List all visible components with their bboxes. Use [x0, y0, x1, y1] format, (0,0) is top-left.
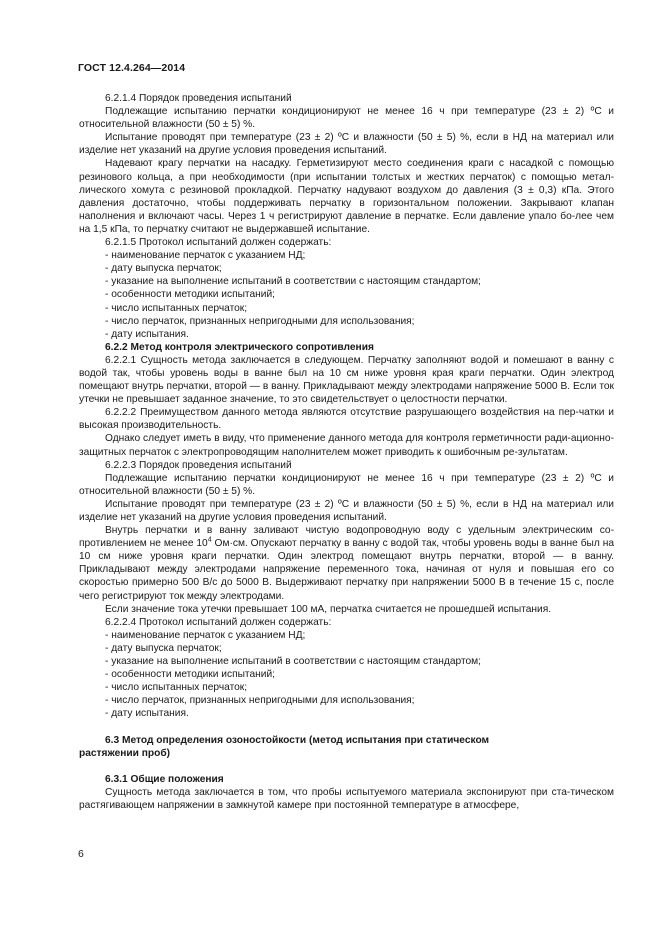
- document-body: [79, 92, 614, 812]
- paragraph-text: Ом·см. Опускают перчатку в ванну с водой так, чтобы уровень воды в ванне был на 10 см ниже уровня краги перчатки. Один электрод помещают внутрь перчатки, второй — в ванну. Прикладывают между электродами напряжение переменного тока, начиная от нуля и повышая его со скоростью примерно 500 В/с до 5000 В. Выдерживают перчатку при напряжении 5000 В в течение 15 с, после чего регистрируют ток между электродами.: [79, 538, 615, 602]
- paragraph: Испытание проводят при температуре (23 ± 2) ºС и влажности (50 ± 5) %, если в НД на материал или изделие нет указаний на другие условия проведения испытаний.: [79, 498, 614, 523]
- section-heading-line: 6.3 Метод определения озоностойкости (метод испытания при статическом: [105, 734, 490, 746]
- paragraph: Подлежащие испытанию перчатки кондиционируют не менее 16 ч при температуре (23 ± 2) ºС и относительной влажности (50 ± 5) %.: [79, 472, 614, 497]
- subsection-heading: 6.3.1 Общие положения: [105, 773, 224, 785]
- paragraph: Сущность метода заключается в том, что пробы испытуемого материала экспонируют при ста-тическом растягивающем напряжении в замкнутой камере при постоянной температуре в атмосфере,: [79, 786, 614, 811]
- paragraph: Надевают крагу перчатки на насадку. Герметизируют место соединения краги с насадкой с помощью резинового кольца, а при необходимости (при испытании толстых и жестких перчаток) с помощью метал-лического хомута с резиновой прокладкой. Перчатку надувают воздухом до давления (3 ± 0,3) кПа. Этого давления достаточно, чтобы поддерживать перчатку в горизонтальном положении. Закрывают клапан наполнения и включают часы. Через 1 ч регистрируют давление в перчатке. Если давление упало бо-лее чем на 1,5 кПа, то перчатку считают не выдержавшей испытание.: [79, 158, 614, 235]
- paragraph: Подлежащие испытанию перчатки кондиционируют не менее 16 ч при температуре (23 ± 2) ºС и относительной влажности (50 ± 5) %.: [79, 106, 614, 131]
- page-number: 6: [78, 848, 84, 860]
- exponent: 4: [207, 536, 212, 544]
- paragraph: Если значение тока утечки превышает 100 мА, перчатка считается не прошедшей испытания.: [105, 603, 552, 615]
- list-item: - дату выпуска перчаток;: [105, 642, 222, 654]
- list-item: - особенности методики испытаний;: [105, 669, 275, 681]
- section-heading: [79, 734, 614, 760]
- section-heading-line: растяжении проб): [79, 747, 171, 759]
- list-item: - дату испытания.: [105, 708, 189, 720]
- paragraph: Испытание проводят при температуре (23 ± 2) ºС и влажности (50 ± 5) %, если в НД на материал или изделие нет указаний на другие условия проведения испытаний.: [79, 132, 614, 157]
- list-item: - указание на выполнение испытаний в соответствии с настоящим стандартом;: [105, 656, 482, 668]
- paragraph-text: Внутрь перчатки и в ванну заливают чистую водопроводную воду с удельным электрическим со-противлением не менее 10: [79, 525, 614, 550]
- list-item: - наименование перчаток с указанием НД;: [105, 250, 306, 262]
- subsection-title: 6.2.2.3 Порядок проведения испытаний: [105, 459, 292, 471]
- list-item: - число испытанных перчаток;: [105, 682, 248, 694]
- list-item: - наименование перчаток с указанием НД;: [105, 629, 306, 641]
- paragraph: 6.2.2.2 Преимуществом данного метода являются отсутствие разрушающего воздействия на пер-чатки и высокая производительность.: [79, 407, 614, 432]
- paragraph: [79, 524, 614, 603]
- list-item: - число испытанных перчаток;: [105, 302, 248, 314]
- subsection-title: 6.2.2.4 Протокол испытаний должен содержать:: [105, 616, 332, 628]
- paragraph: Однако следует иметь в виду, что применение данного метода для контроля герметичности ради-ационно-защитных перчаток с электропроводящим наполнителем может приводить к ошибочным ре-зультатам.: [79, 433, 614, 458]
- list-item: - особенности методики испытаний;: [105, 289, 275, 301]
- list-item: - число перчаток, признанных непригодными для использования;: [105, 315, 415, 327]
- list-item: - дату испытания.: [105, 328, 189, 340]
- page-header: ГОСТ 12.4.264—2014: [78, 62, 186, 74]
- list-item: - дату выпуска перчаток;: [105, 263, 222, 275]
- list-item: - число перчаток, признанных непригодными для использования;: [105, 695, 415, 707]
- section-heading: 6.2.2 Метод контроля электрического сопротивления: [105, 341, 374, 353]
- subsection-title: 6.2.1.4 Порядок проведения испытаний: [105, 93, 292, 104]
- paragraph: 6.2.2.1 Сущность метода заключается в следующем. Перчатку заполняют водой и помешают в ванну с водой так, чтобы уровень воды в ванне был на 10 см ниже уровня края краги перчатки. Один электрод помещают внутрь перчатки, второй — в ванну. Прикладывают между электродами напряжение 5000 В. Если ток утечки не превышает заданное значение, то это свидетельствует о целостности перчатки.: [79, 354, 614, 406]
- list-item: - указание на выполнение испытаний в соответствии с настоящим стандартом;: [105, 276, 482, 288]
- subsection-title: 6.2.1.5 Протокол испытаний должен содержать:: [105, 237, 332, 249]
